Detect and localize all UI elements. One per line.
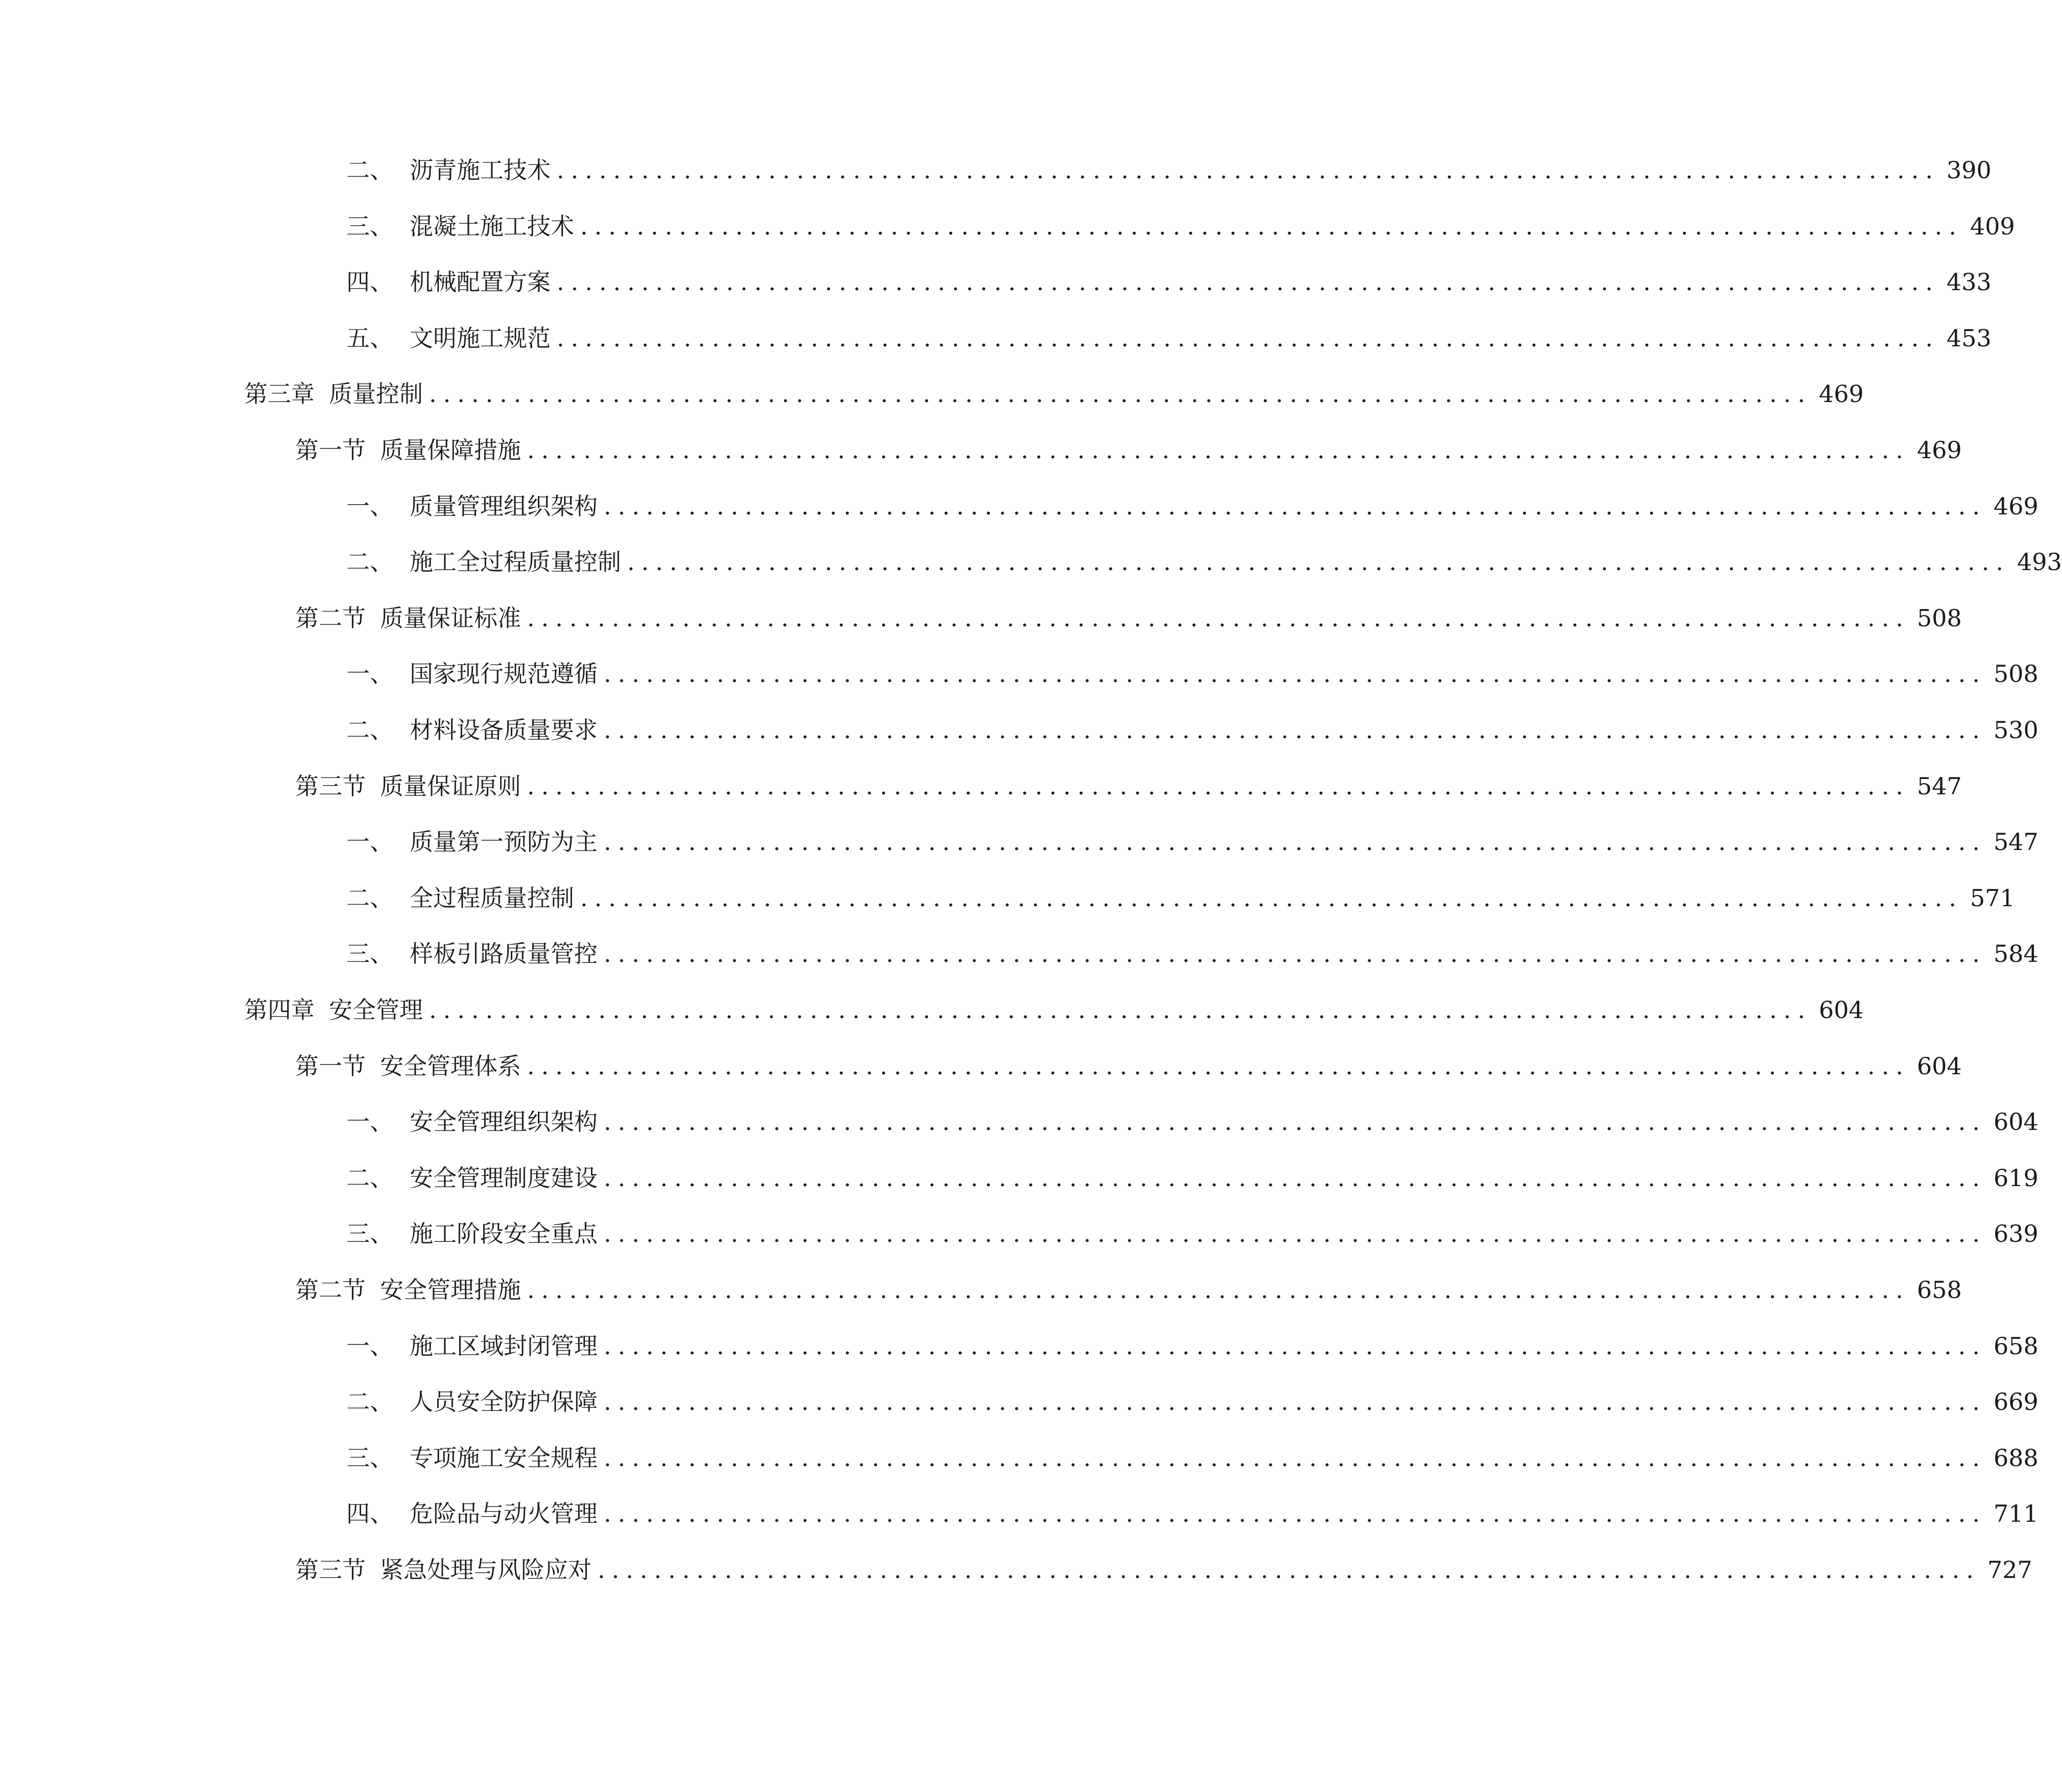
toc-entry[interactable] <box>346 1216 2039 1252</box>
toc-dot-leader: .................................................................................................. <box>604 492 1986 520</box>
toc-label <box>346 1384 598 1420</box>
toc-entry[interactable] <box>346 320 1992 356</box>
toc-page-number: 469 <box>1818 380 1864 408</box>
toc-page-number: 469 <box>1916 436 1962 464</box>
toc-entry-number: 三、 <box>346 940 393 968</box>
toc-entry-number: 二、 <box>346 156 393 184</box>
toc-entry-number: 三、 <box>346 1444 393 1472</box>
toc-entry-number: 一、 <box>346 492 393 520</box>
toc-entry[interactable] <box>346 152 1992 188</box>
toc-page-number: 390 <box>1946 156 1992 184</box>
toc-page-number: 571 <box>1970 884 2015 912</box>
toc-entry-number: 第四章 <box>244 996 315 1024</box>
toc-entry-number: 一、 <box>346 660 393 688</box>
toc-entry-number: 四、 <box>346 268 393 296</box>
toc-label <box>295 1272 521 1308</box>
toc-entry[interactable] <box>346 1496 2039 1531</box>
toc-entry-title: 混凝土施工技术 <box>410 213 574 240</box>
toc-dot-leader: .................................................................................................. <box>527 1052 1910 1080</box>
toc-dot-leader: .................................................................................................. <box>604 1164 1986 1192</box>
toc-label <box>346 544 621 580</box>
toc-page-number: 727 <box>1987 1556 2032 1584</box>
toc-entry-number: 二、 <box>346 548 393 576</box>
toc-entry[interactable] <box>346 1384 2039 1420</box>
toc-dot-leader: .................................................................................................. <box>604 660 1986 688</box>
toc-entry-title: 国家现行规范遵循 <box>410 660 598 688</box>
toc-page-number: 604 <box>1818 996 1864 1024</box>
toc-entry-title: 沥青施工技术 <box>410 156 551 184</box>
toc-entry-number: 第一节 <box>295 1052 366 1080</box>
toc-entry[interactable] <box>346 712 2039 748</box>
toc-entry[interactable] <box>346 880 2015 916</box>
toc-entry-title: 施工阶段安全重点 <box>410 1220 598 1247</box>
toc-page-number: 688 <box>1993 1444 2039 1472</box>
toc-entry-title: 质量保证标准 <box>380 604 521 632</box>
toc-page-number: 711 <box>1993 1500 2039 1527</box>
toc-entry[interactable] <box>346 1440 2039 1476</box>
toc-page-number: 469 <box>1993 492 2039 520</box>
toc-dot-leader: .................................................................................................. <box>604 1388 1986 1416</box>
toc-label <box>346 1104 598 1140</box>
toc-entry-number: 二、 <box>346 1388 393 1416</box>
toc-entry-number: 三、 <box>346 213 393 240</box>
toc-entry-number: 三、 <box>346 1220 393 1247</box>
toc-label <box>346 880 574 916</box>
toc-entry-number: 二、 <box>346 716 393 744</box>
toc-entry[interactable] <box>346 824 2039 860</box>
toc-page-number: 584 <box>1993 940 2039 968</box>
toc-entry-number: 第一节 <box>295 436 366 464</box>
toc-dot-leader: .................................................................................................. <box>604 716 1986 744</box>
toc-dot-leader: .................................................................................................. <box>557 268 1939 296</box>
toc-page-number: 639 <box>1993 1220 2039 1247</box>
toc-dot-leader: .................................................................................................. <box>527 604 1910 632</box>
toc-entry-title: 紧急处理与风险应对 <box>380 1556 591 1584</box>
toc-entry[interactable] <box>244 992 1864 1028</box>
toc-entry-title: 文明施工规范 <box>410 324 551 352</box>
toc-label <box>295 1552 591 1588</box>
toc-page-number: 604 <box>1993 1108 2039 1136</box>
toc-dot-leader: .................................................................................................. <box>527 1276 1910 1304</box>
toc-entry[interactable] <box>295 1272 1962 1308</box>
toc-label <box>346 1440 598 1476</box>
toc-dot-leader: .................................................................................................. <box>604 1500 1986 1527</box>
toc-page-number: 530 <box>1993 716 2039 744</box>
toc-page-number: 604 <box>1916 1052 1962 1080</box>
toc-label <box>244 992 423 1028</box>
toc-page-number: 493 <box>2017 548 2062 576</box>
toc-page-number: 508 <box>1993 660 2039 688</box>
toc-label <box>346 320 551 356</box>
toc-entry[interactable] <box>295 600 1962 636</box>
toc-entry-title: 人员安全防护保障 <box>410 1388 598 1416</box>
toc-dot-leader: .................................................................................................. <box>527 436 1910 464</box>
toc-entry-title: 机械配置方案 <box>410 268 551 296</box>
toc-label <box>346 712 598 748</box>
toc-dot-leader: .................................................................................................. <box>580 213 1963 240</box>
toc-entry[interactable] <box>346 488 2039 524</box>
toc-entry[interactable] <box>346 264 1992 300</box>
toc-entry[interactable] <box>346 936 2039 972</box>
toc-label <box>346 1328 598 1364</box>
toc-entry-title: 施工区域封闭管理 <box>410 1332 598 1360</box>
toc-entry-title: 安全管理措施 <box>380 1276 521 1304</box>
toc-entry-title: 专项施工安全规程 <box>410 1444 598 1472</box>
toc-page-number: 658 <box>1993 1332 2039 1360</box>
toc-entry-title: 安全管理体系 <box>380 1052 521 1080</box>
toc-dot-leader: .................................................................................................. <box>604 1332 1986 1360</box>
toc-label <box>244 376 423 412</box>
toc-entry-number: 第三章 <box>244 380 315 408</box>
toc-entry[interactable] <box>346 1104 2039 1140</box>
toc-page-number: 508 <box>1916 604 1962 632</box>
toc-entry-number: 四、 <box>346 1500 393 1527</box>
toc-entry-title: 质量控制 <box>329 380 423 408</box>
toc-entry[interactable] <box>295 432 1962 468</box>
toc-label <box>346 1216 598 1252</box>
toc-page-number: 547 <box>1993 828 2039 856</box>
toc-dot-leader: .................................................................................................. <box>604 1220 1986 1247</box>
toc-dot-leader: .................................................................................................. <box>429 996 1812 1024</box>
toc-dot-leader: .................................................................................................. <box>557 156 1939 184</box>
toc-label <box>295 432 521 468</box>
toc-entry-number: 二、 <box>346 1164 393 1192</box>
toc-dot-leader: .................................................................................................. <box>627 548 2010 576</box>
toc-dot-leader: .................................................................................................. <box>598 1556 1980 1584</box>
toc-label <box>346 1496 598 1531</box>
toc-page-number: 409 <box>1970 213 2015 240</box>
toc-label <box>295 1048 521 1084</box>
toc-entry-number: 第二节 <box>295 1276 366 1304</box>
toc-entry-title: 全过程质量控制 <box>410 884 574 912</box>
toc-label <box>346 152 551 188</box>
toc-entry-title: 质量保障措施 <box>380 436 521 464</box>
toc-dot-leader: .................................................................................................. <box>557 324 1939 352</box>
toc-dot-leader: .................................................................................................. <box>429 380 1812 408</box>
toc-dot-leader: .................................................................................................. <box>604 1444 1986 1472</box>
toc-entry-number: 一、 <box>346 1108 393 1136</box>
toc-dot-leader: .................................................................................................. <box>604 940 1986 968</box>
toc-page-number: 658 <box>1916 1276 1962 1304</box>
toc-dot-leader: .................................................................................................. <box>527 772 1910 800</box>
toc-entry-number: 一、 <box>346 1332 393 1360</box>
toc-entry-number: 一、 <box>346 828 393 856</box>
toc-entry-number: 第二节 <box>295 604 366 632</box>
toc-entry-title: 施工全过程质量控制 <box>410 548 621 576</box>
toc-entry[interactable] <box>346 1160 2039 1196</box>
toc-label <box>346 824 598 860</box>
toc-label <box>346 1160 598 1196</box>
toc-entry[interactable] <box>346 656 2039 692</box>
toc-label <box>295 768 521 804</box>
toc-page-number: 547 <box>1916 772 1962 800</box>
toc-entry-number: 第三节 <box>295 1556 366 1584</box>
toc-entry[interactable] <box>295 768 1962 804</box>
toc-label <box>346 936 598 972</box>
toc-entry[interactable] <box>346 1328 2039 1364</box>
toc-entry[interactable] <box>295 1552 2032 1588</box>
toc-entry-title: 质量第一预防为主 <box>410 828 598 856</box>
toc-entry-title: 危险品与动火管理 <box>410 1500 598 1527</box>
toc-entry-number: 二、 <box>346 884 393 912</box>
toc-label <box>295 600 521 636</box>
toc-entry-title: 质量管理组织架构 <box>410 492 598 520</box>
toc-entry-title: 安全管理组织架构 <box>410 1108 598 1136</box>
toc-entry-title: 安全管理制度建设 <box>410 1164 598 1192</box>
toc-entry-title: 质量保证原则 <box>380 772 521 800</box>
toc-entry-title: 材料设备质量要求 <box>410 716 598 744</box>
toc-dot-leader: .................................................................................................. <box>604 828 1986 856</box>
toc-label <box>346 488 598 524</box>
toc-page-number: 453 <box>1946 324 1992 352</box>
toc-label <box>346 264 551 300</box>
toc-label <box>346 208 574 244</box>
toc-dot-leader: .................................................................................................. <box>580 884 1963 912</box>
toc-dot-leader: .................................................................................................. <box>604 1108 1986 1136</box>
toc-entry[interactable] <box>346 208 2015 244</box>
toc-entry[interactable] <box>244 376 1864 412</box>
toc-page-number: 433 <box>1946 268 1992 296</box>
toc-entry-number: 第三节 <box>295 772 366 800</box>
toc-entry[interactable] <box>346 544 2062 580</box>
toc-entry-title: 安全管理 <box>329 996 423 1024</box>
toc-label <box>346 656 598 692</box>
toc-entry-title: 样板引路质量管控 <box>410 940 598 968</box>
toc-entry[interactable] <box>295 1048 1962 1084</box>
toc-entry-number: 五、 <box>346 324 393 352</box>
toc-page-number: 619 <box>1993 1164 2039 1192</box>
toc-page-number: 669 <box>1993 1388 2039 1416</box>
